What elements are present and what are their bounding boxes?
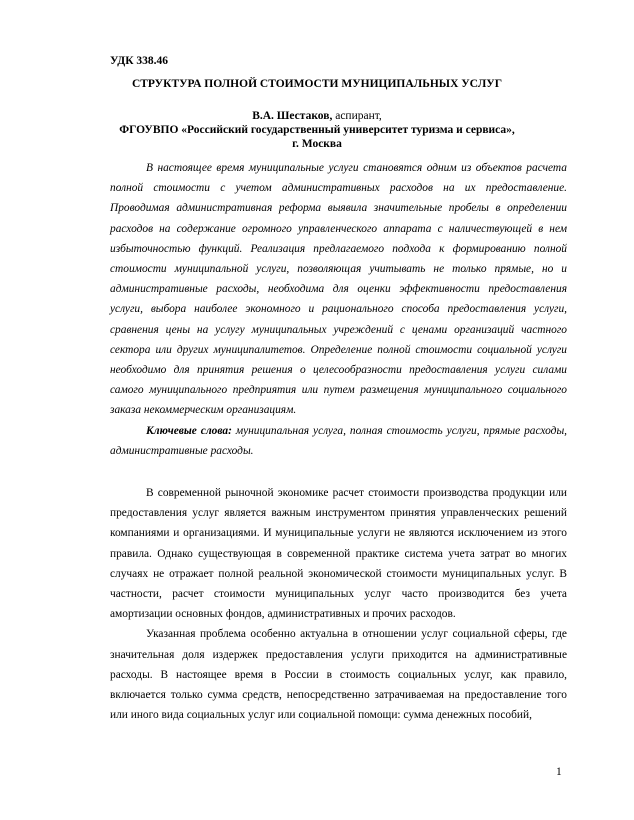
abstract [110,158,567,461]
author-line [88,109,546,123]
keywords [110,421,567,461]
body-paragraph-2: Указанная проблема особенно актуальна в отношении услуг социальной сферы, где значительная доля издержек предоставления услуги приходится на административные расходы. В настоящее время в России в стоимость социальных услуг, как правило, включается только сумма средств, непосредственно затрачиваемая на предоставление того или иного вида социальных услуг или социальной помощи: сумма денежных пособий, [110,628,567,722]
abstract-text: В настоящее время муниципальные услуги становятся одним из объектов расчета полной стоимости с учетом административных расходов на их предоставление. Проводимая административная реформа выявила значительные пробелы в определении расходов на содержание огромного управленческого аппарата с наличествующей в нем избыточностью функций. Реализация предлагаемого подхода к формированию полной стоимости муниципальной услуги, позволяющая учитывать не только прямые, но и административные расходы, необходима для оценки эффективности предоставления услуги, выбора наиболее экономного и рационального способа предоставления услуги, сравнения цены на услугу муниципальных учреждений с ценами организаций частного сектора или других муниципалитетов. Определение полной стоимости социальной услуги необходимо для принятия решения о целесообразности предоставления услуги силами самого муниципального предприятия или путем размещения муниципального социального заказа некоммерческим организациям. [110,162,567,417]
keywords-label: Ключевые слова: [146,424,232,437]
page-number: 1 [556,766,562,778]
article-title: СТРУКТУРА ПОЛНОЙ СТОИМОСТИ МУНИЦИПАЛЬНЫХ УСЛУГ [131,78,503,90]
author-role: аспирант, [332,110,382,122]
author-affiliation: ФГОУВПО «Российский государственный университет туризма и сервиса», [119,124,515,136]
udk-code: УДК 338.46 [110,55,169,67]
author-name: В.А. Шестаков, [252,110,333,122]
body-text [110,483,567,725]
keywords-text: муниципальная услуга, полная стоимость услуги, прямые расходы, административные расходы. [110,424,568,457]
body-paragraph-1: В современной рыночной экономике расчет стоимости производства продукции или предоставления услуг является важным инструментом принятия управленческих решений компаниями и организациями. И муниципальные услуги не являются исключением из этого правила. Однако существующая в современной практике система учета затрат во многих случаях не отражает полной реальной экономической стоимости муниципальных услуг. В частности, расчет стоимости муниципальных услуг часто производится без учета амортизации основных фондов, административных и прочих расходов. [110,487,567,621]
author-block [88,109,546,151]
author-city: г. Москва [292,138,342,150]
